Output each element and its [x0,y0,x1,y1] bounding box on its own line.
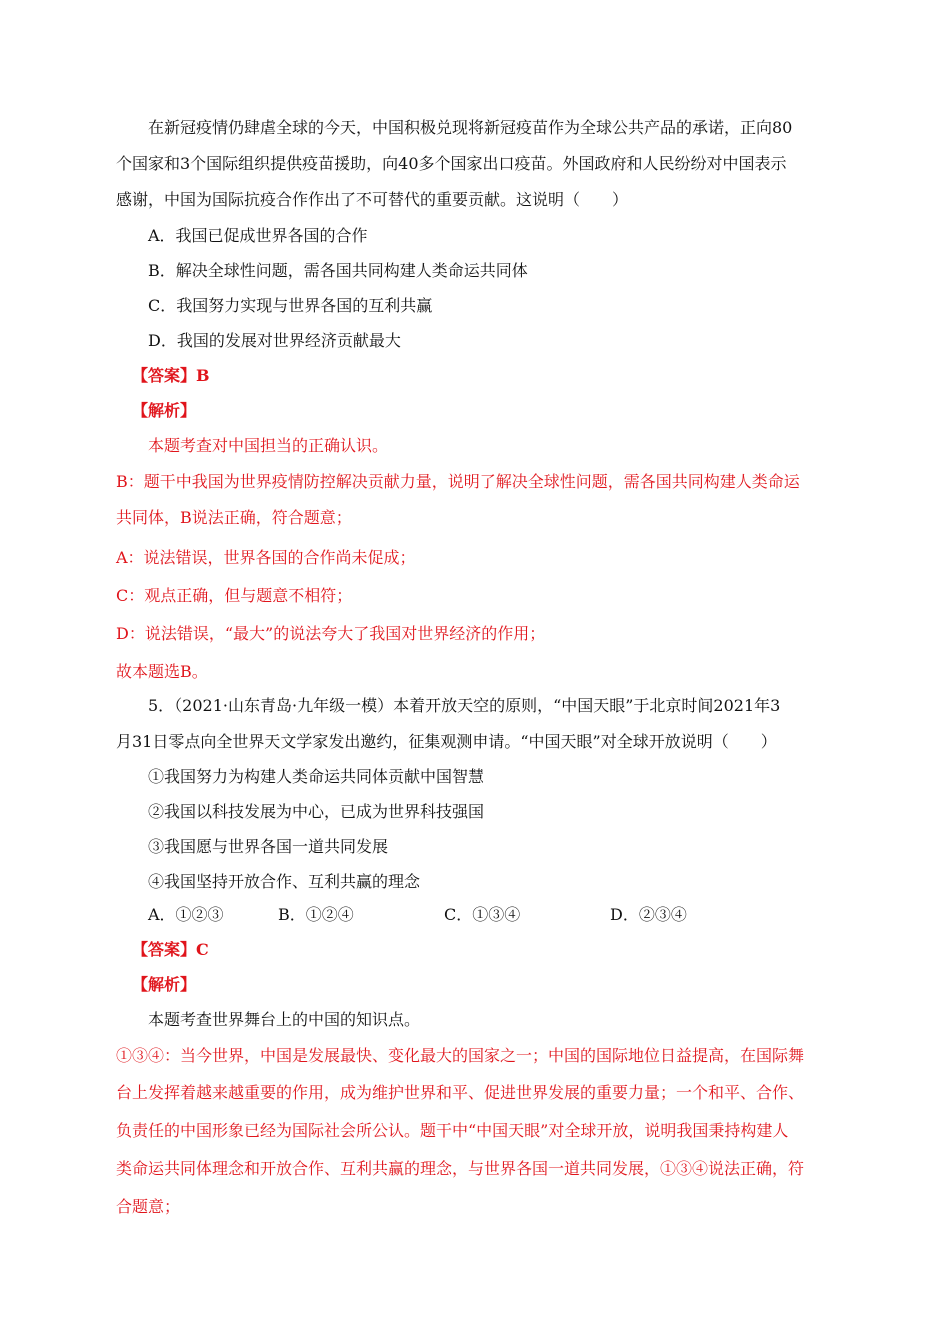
q4-analysis-line-7: 故本题选B。 [116,662,208,681]
q4-option-c: C．我国努力实现与世界各国的互利共赢 [148,296,433,315]
q4-analysis-label: 【解析】 [132,401,197,420]
q4-option-d: D．我国的发展对世界经济贡献最大 [148,331,401,350]
q5-option-d: D．②③④ [610,905,687,924]
q5-analysis-line-5: 类命运共同体理念和开放合作、互利共赢的理念，与世界各国一道共同发展，①③④说法正确，符 [116,1159,805,1178]
q4-stem-line-2: 个国家和3个国际组织提供疫苗援助，向40多个国家出口疫苗。外国政府和人民纷纷对中国表示 [116,154,787,173]
q5-option-b: B．①②④ [278,905,354,924]
q5-statement-1: ①我国努力为构建人类命运共同体贡献中国智慧 [148,767,485,786]
q4-answer: 【答案】B [132,366,210,385]
q5-statement-2: ②我国以科技发展为中心，已成为世界科技强国 [148,802,485,821]
q5-statement-3: ③我国愿与世界各国一道共同发展 [148,837,389,856]
q4-option-a: A．我国已促成世界各国的合作 [148,226,368,245]
q4-analysis-line-4: A：说法错误，世界各国的合作尚未促成； [116,548,416,567]
q5-stem-line-1: 5．（2021·山东青岛·九年级一模）本着开放天空的原则，“中国天眼”于北京时间2021年3 [148,696,781,715]
q5-stem-line-2: 月31日零点向全世界天文学家发出邀约，征集观测申请。“中国天眼”对全球开放说明（ ） [116,732,777,751]
q5-analysis-label: 【解析】 [132,975,197,994]
q5-analysis-line-3: 台上发挥着越来越重要的作用，成为维护世界和平、促进世界发展的重要力量；一个和平、合作、 [116,1083,805,1102]
q4-stem-line-3: 感谢，中国为国际抗疫合作作出了不可替代的重要贡献。这说明（ ） [116,190,629,209]
q4-option-b: B．解决全球性问题，需各国共同构建人类命运共同体 [148,261,528,280]
q5-option-a: A．①②③ [148,905,224,924]
q5-analysis-line-2: ①③④：当今世界，中国是发展最快、变化最大的国家之一；中国的国际地位日益提高，在国际舞 [116,1046,805,1065]
q5-analysis-line-1: 本题考查世界舞台上的中国的知识点。 [148,1010,421,1029]
q5-option-c: C．①③④ [444,905,521,924]
q4-stem-line-1: 在新冠疫情仍肆虐全球的今天，中国积极兑现将新冠疫苗作为全球公共产品的承诺，正向80 [148,118,793,137]
q5-answer: 【答案】C [132,940,209,959]
q4-analysis-line-3: 共同体，B说法正确，符合题意； [116,508,352,527]
q4-analysis-line-1: 本题考查对中国担当的正确认识。 [148,436,389,455]
q4-analysis-line-6: D：说法错误，“最大”的说法夸大了我国对世界经济的作用； [116,624,546,643]
q5-analysis-line-4: 负责任的中国形象已经为国际社会所公认。题干中“中国天眼”对全球开放，说明我国秉持构建人 [116,1121,789,1140]
q5-analysis-line-6: 合题意； [116,1197,181,1216]
q5-options-row [148,903,848,927]
q4-analysis-line-5: C：观点正确，但与题意不相符； [116,586,353,605]
q4-analysis-line-2: B：题干中我国为世界疫情防控解决贡献力量，说明了解决全球性问题，需各国共同构建人类命运 [116,472,800,491]
q5-statement-4: ④我国坚持开放合作、互利共赢的理念 [148,872,421,891]
